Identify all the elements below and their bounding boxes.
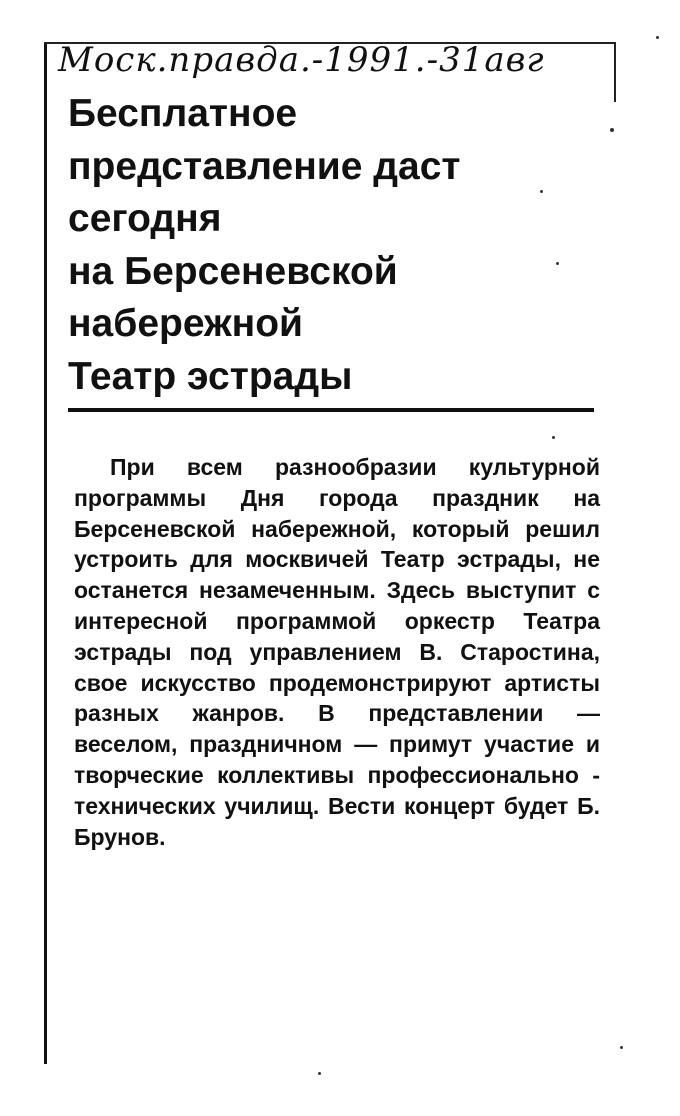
headline-line: на Берсеневской <box>68 249 398 293</box>
headline-line: Бесплатное <box>68 92 298 135</box>
headline-divider <box>68 408 594 412</box>
article-body: При всем разнообразии культурной программы Дня города праздник на Берсеневской набережной, который решил устроить для москвичей Театр эстрады, не останется незамеченным. Здесь выступит с интересной программой оркестр Театра эстрады под управлением В. Старостина, свое искусство продемонстрируют артисты разных жанров. В представлении — веселом, праздничном — примут участие и творческие коллективы профессионально - технических училищ. Вести концерт будет Б. Брунов. <box>74 454 600 850</box>
clipping-left-edge <box>44 44 47 1064</box>
headline-line: представление даст <box>68 144 461 188</box>
scan-speck <box>552 436 555 439</box>
scan-speck <box>620 1046 623 1049</box>
scan-speck <box>656 36 659 39</box>
scan-speck <box>540 190 543 193</box>
article-headline <box>68 88 588 403</box>
scan-speck <box>556 262 559 265</box>
headline-line: Театр эстрады <box>68 354 353 398</box>
scan-speck <box>610 128 614 132</box>
scan-speck <box>318 1072 321 1075</box>
headline-line: набережной <box>68 302 304 345</box>
handwritten-source-note: Моск.правда.-1991.-31авг <box>58 40 545 80</box>
headline-line: сегодня <box>68 197 222 240</box>
